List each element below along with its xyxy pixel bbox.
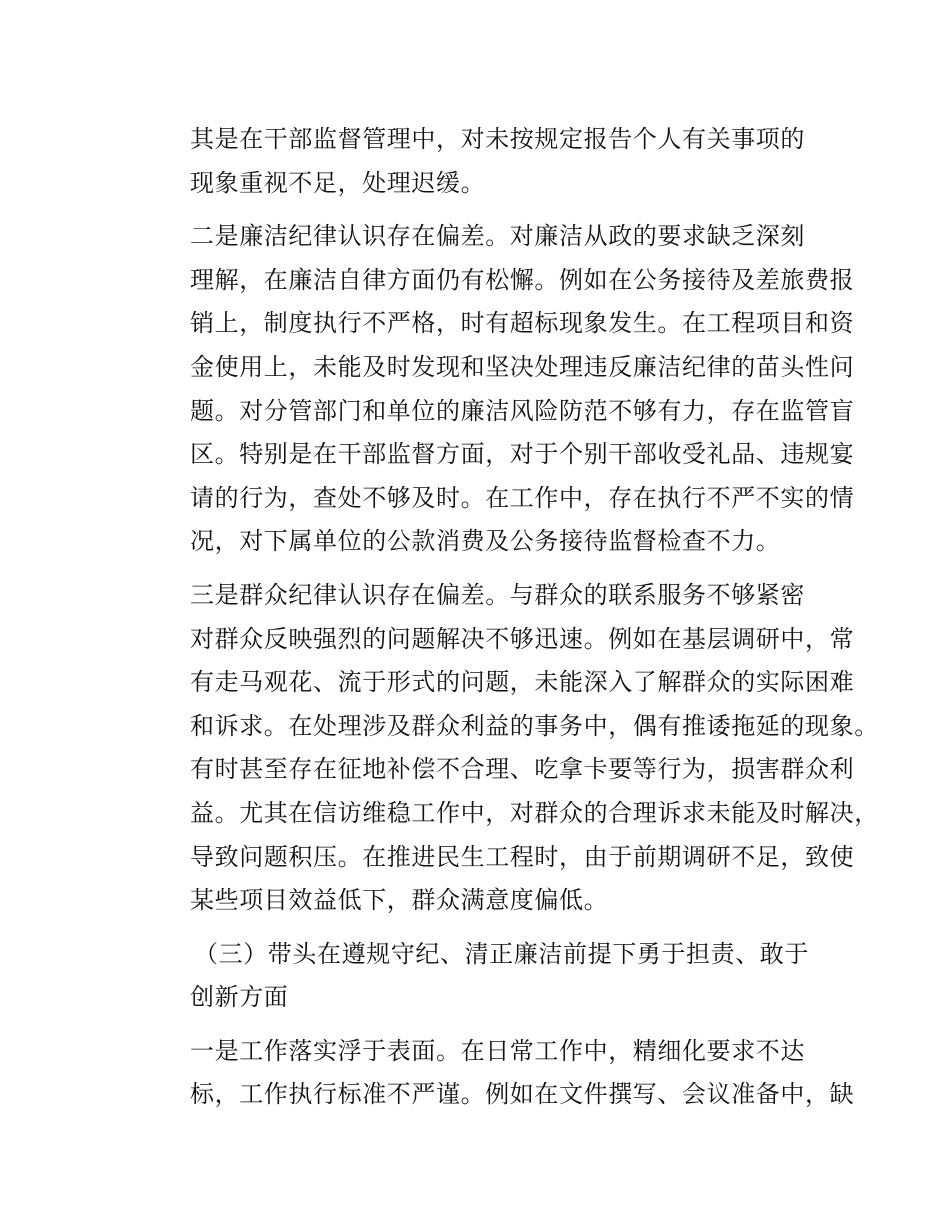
text-line: 有时甚至存在征地补偿不合理、吃拿卡要等行为，损害群众利 <box>190 755 855 784</box>
text-line: 金使用上，未能及时发现和坚决处理违反廉洁纪律的苗头性问 <box>190 352 855 381</box>
text-line: 创新方面 <box>190 983 289 1012</box>
paragraph-supervision-continued <box>142 118 814 205</box>
text-line: 请的行为，查处不够及时。在工作中，存在执行不严不实的情 <box>190 483 855 512</box>
paragraph-integrity-discipline <box>142 215 855 564</box>
text-line: 和诉求。在处理涉及群众利益的事务中，偶有推诿拖延的现象。 <box>190 711 879 740</box>
text-line: 理解，在廉洁自律方面仍有松懈。例如在公务接待及差旅费报 <box>190 265 855 294</box>
text-line: 一是工作落实浮于表面。在日常工作中，精细化要求不达 <box>190 1036 805 1065</box>
text-line: 益。尤其在信访维稳工作中，对群众的合理诉求未能及时解决， <box>190 798 879 827</box>
text-line: 其是在干部监督管理中，对未按规定报告个人有关事项的 <box>190 125 805 153</box>
section-heading-three <box>142 933 814 1020</box>
text-line: 有走马观花、流于形式的问题，未能深入了解群众的实际困难 <box>190 668 855 697</box>
text-line: 标，工作执行标准不严谨。例如在文件撰写、会议准备中，缺 <box>190 1080 855 1109</box>
text-line: 销上，制度执行不严格，时有超标现象发生。在工程项目和资 <box>190 309 855 338</box>
text-line: 题。对分管部门和单位的廉洁风险防范不够有力，存在监管盲 <box>190 396 855 425</box>
text-line: 况，对下属单位的公款消费及公务接待监督检查不力。 <box>190 527 781 556</box>
paragraph-mass-discipline <box>142 574 879 923</box>
document-body <box>142 118 879 1127</box>
text-line: （三）带头在遵规守纪、清正廉洁前提下勇于担责、敢于 <box>194 939 809 968</box>
text-line: 区。特别是在干部监督方面，对于个别干部收受礼品、违规宴 <box>190 440 855 469</box>
text-line: 对群众反映强烈的问题解决不够迅速。例如在基层调研中，常 <box>190 624 855 653</box>
text-line: 现象重视不足，处理迟缓。 <box>190 168 486 197</box>
paragraph-work-implementation <box>142 1030 855 1117</box>
text-line: 某些项目效益低下，群众满意度偏低。 <box>190 886 609 915</box>
text-line: 三是群众纪律认识存在偏差。与群众的联系服务不够紧密 <box>190 580 805 609</box>
text-line: 二是廉洁纪律认识存在偏差。对廉洁从政的要求缺乏深刻 <box>190 222 805 251</box>
text-line: 导致问题积压。在推进民生工程时，由于前期调研不足，致使 <box>190 842 855 871</box>
